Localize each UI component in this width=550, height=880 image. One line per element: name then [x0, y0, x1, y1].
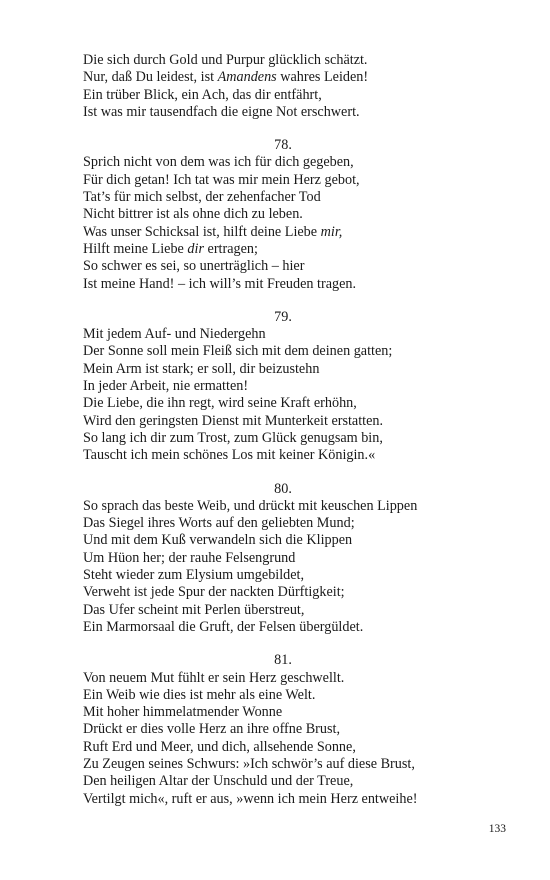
verse-line: Ist meine Hand! – ich will’s mit Freuden tragen. [83, 275, 357, 292]
stanza-79 [83, 309, 483, 465]
verse-line: Die Liebe, die ihn regt, wird seine Kraft erhöhn, [83, 395, 357, 412]
verse-line: Verweht ist jede Spur der nackten Dürftigkeit; [83, 584, 345, 601]
verse-line: Steht wieder zum Elysium umgebildet, [83, 567, 305, 584]
verse-line: Um Hüon her; der rauhe Felsengrund [83, 549, 296, 566]
verse-line: Für dich getan! Ich tat was mir mein Herz gebot, [83, 171, 360, 188]
verse-line: Ein Weib wie dies ist mehr als eine Welt. [83, 686, 316, 703]
verse-line: Wird den geringsten Dienst mit Munterkeit erstatten. [83, 412, 384, 429]
verse-line: Nur, daß Du leidest, ist Amandens wahres Leiden! [83, 69, 369, 86]
italic-emphasis: dir [187, 240, 204, 257]
italic-emphasis: mir, [320, 223, 343, 240]
verse-line: Mit hoher himmelatmender Wonne [83, 704, 283, 721]
verse-line: Das Ufer scheint mit Perlen überstreut, [83, 601, 305, 618]
verse-line: Ein Marmorsaal die Gruft, der Felsen übergüldet. [83, 618, 364, 635]
stanza-number: 81. [274, 652, 292, 669]
poem-page [83, 52, 483, 824]
stanza-80 [83, 481, 483, 637]
verse-line: Mit jedem Auf- und Niedergehn [83, 326, 266, 343]
stanza-number: 80. [274, 480, 292, 497]
stanza-81 [83, 652, 483, 808]
verse-line: Vertilgt mich«, ruft er aus, »wenn ich mein Herz entweihe! [83, 790, 418, 807]
verse-line: Ist was mir tausendfach die eigne Not erschwert. [83, 103, 360, 120]
verse-line: So sprach das beste Weib, und drückt mit keuschen Lippen [83, 497, 418, 514]
verse-line: Den heiligen Altar der Unschuld und der Treue, [83, 773, 354, 790]
verse-line: Das Siegel ihres Worts auf den geliebten Mund; [83, 515, 355, 532]
verse-line: So schwer es sei, so unerträglich – hier [83, 258, 305, 275]
verse-line: Was unser Schicksal ist, hilft deine Liebe mir, [83, 223, 343, 240]
stanza-78 [83, 137, 483, 293]
italic-emphasis: Amandens [217, 69, 277, 86]
verse-line: Hilft meine Liebe dir ertragen; [83, 240, 258, 257]
verse-line: Tat’s für mich selbst, der zehenfacher Tod [83, 189, 321, 206]
verse-line: Nicht bittrer ist als ohne dich zu leben. [83, 206, 303, 223]
stanza-number: 78. [274, 137, 292, 154]
verse-line: Sprich nicht von dem was ich für dich gegeben, [83, 154, 354, 171]
verse-line: Ruft Erd und Meer, und dich, allsehende Sonne, [83, 738, 356, 755]
stanza-number: 79. [274, 308, 292, 325]
verse-line: Ein trüber Blick, ein Ach, das dir entfährt, [83, 86, 322, 103]
page-number: 133 [488, 823, 506, 835]
verse-line: Mein Arm ist stark; er soll, dir beizustehn [83, 360, 320, 377]
verse-line: Drückt er dies volle Herz an ihre offne Brust, [83, 721, 340, 738]
verse-line: So lang ich dir zum Trost, zum Glück genugsam bin, [83, 429, 383, 446]
verse-line: Und mit dem Kuß verwandeln sich die Klippen [83, 532, 353, 549]
verse-line: Die sich durch Gold und Purpur glücklich schätzt. [83, 52, 368, 68]
verse-line: Zu Zeugen seines Schwurs: »Ich schwör’s auf diese Brust, [83, 755, 415, 772]
verse-line: Tauscht ich mein schönes Los mit keiner Königin.« [83, 447, 376, 464]
verse-line: In jeder Arbeit, nie ermatten! [83, 378, 249, 395]
verse-line: Der Sonne soll mein Fleiß sich mit dem deinen gatten; [83, 343, 393, 360]
stanza-fragment [83, 52, 483, 121]
verse-line: Von neuem Mut fühlt er sein Herz geschwellt. [83, 669, 345, 686]
